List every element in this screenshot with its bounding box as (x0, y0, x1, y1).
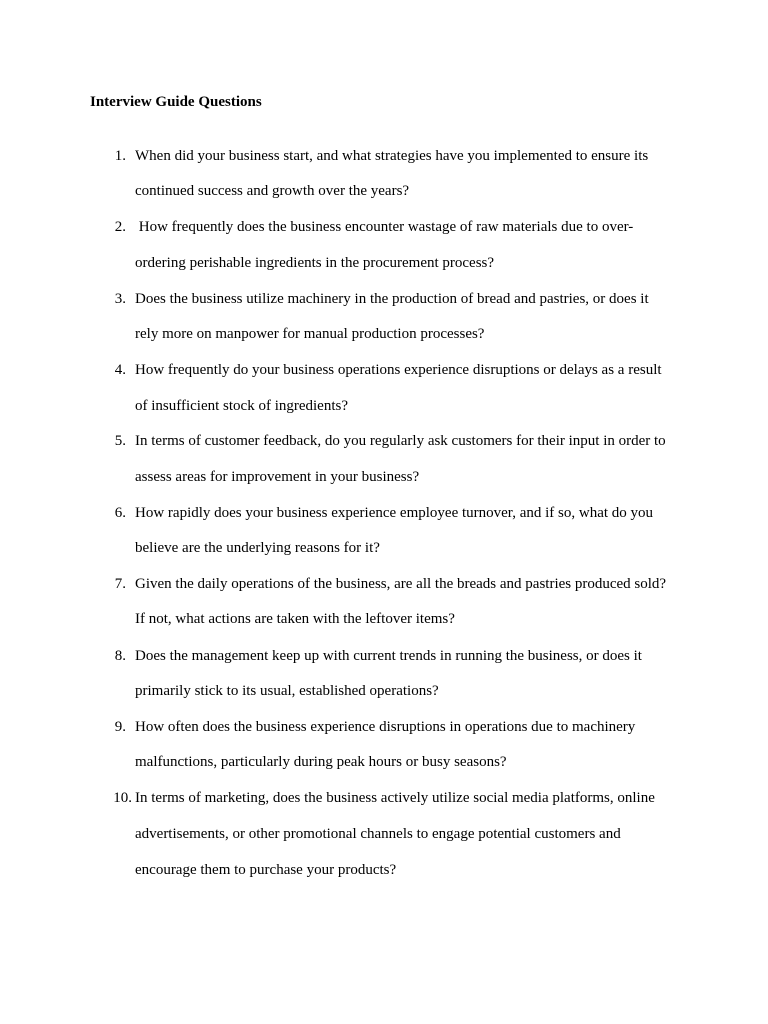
question-line: encourage them to purchase your products? (135, 862, 397, 878)
question-line: rely more on manpower for manual production processes? (135, 326, 485, 342)
question-line: Given the daily operations of the business, are all the breads and pastries produced sold? (135, 576, 667, 592)
question-number: 3. (114, 291, 126, 307)
question-line: of insufficient stock of ingredients? (135, 398, 349, 414)
question-line: How often does the business experience disruptions in operations due to machinery (135, 719, 636, 735)
question-line: believe are the underlying reasons for it? (135, 540, 380, 556)
question-line: ordering perishable ingredients in the procurement process? (135, 255, 495, 271)
question-line: Does the management keep up with current trends in running the business, or does it (135, 648, 642, 664)
question-line: Does the business utilize machinery in the production of bread and pastries, or does it (135, 291, 649, 307)
question-line: If not, what actions are taken with the leftover items? (135, 611, 455, 627)
question-number: 2. (114, 219, 126, 235)
question-number: 5. (114, 433, 126, 449)
question-line: malfunctions, particularly during peak hours or busy seasons? (135, 754, 507, 770)
question-number: 1. (114, 148, 126, 164)
question-line: assess areas for improvement in your business? (135, 469, 420, 485)
document-heading: Interview Guide Questions (90, 94, 262, 110)
question-line: In terms of customer feedback, do you regularly ask customers for their input in order to (135, 433, 666, 449)
question-line: How frequently do your business operations experience disruptions or delays as a result (135, 362, 662, 378)
question-line: primarily stick to its usual, established operations? (135, 683, 439, 699)
question-number: 9. (114, 719, 126, 735)
question-line: continued success and growth over the years? (135, 183, 410, 199)
question-number: 6. (114, 505, 126, 521)
question-line: How rapidly does your business experience employee turnover, and if so, what do you (135, 505, 654, 521)
question-number: 10. (113, 790, 132, 806)
question-line: When did your business start, and what strategies have you implemented to ensure its (135, 148, 649, 164)
question-line: advertisements, or other promotional channels to engage potential customers and (135, 826, 621, 842)
question-line: How frequently does the business encounter wastage of raw materials due to over- (135, 219, 634, 235)
question-line: In terms of marketing, does the business actively utilize social media platforms, online (135, 790, 655, 806)
question-number: 7. (114, 576, 126, 592)
question-number: 8. (114, 648, 126, 664)
question-number: 4. (114, 362, 126, 378)
